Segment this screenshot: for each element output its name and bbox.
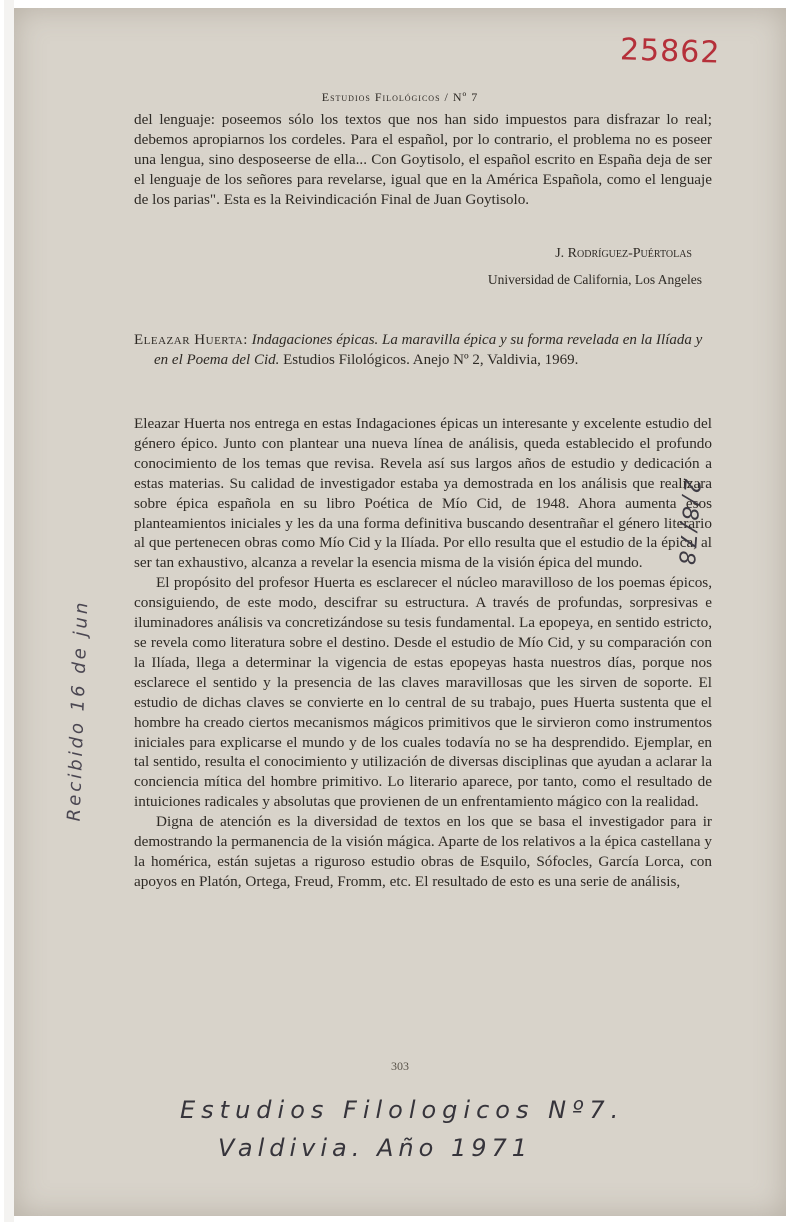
handwritten-year-line: Valdivia. Año 1971	[218, 1134, 533, 1162]
reviewer-signature: J. Rodríguez-Puértolas	[555, 246, 692, 261]
review-heading	[134, 330, 712, 370]
handwritten-received-note: Recibido 16 de jun	[63, 599, 93, 822]
handwritten-date-note: 2/8/78	[672, 478, 704, 569]
handwritten-catalog-number: 25862	[619, 32, 722, 71]
running-head: Estudios Filológicos / Nº 7	[321, 90, 479, 104]
review-body	[134, 414, 712, 892]
previous-review-paragraph: del lenguaje: poseemos sólo los textos que nos han sido impuestos para disfrazar lo real; debemos apropiarnos los cordeles. Para el español, por lo contrario, el problema no es poseer una lengua, sino desposeerse de ella... Con Goytisolo, el español escrito en España deja de ser el lenguaje de los señores para revelarse, igual que en la América Española, como el lenguaje de los parias". Esta es la Reivindicación Final de Juan Goytisolo.	[134, 111, 712, 208]
review-book-publication: Estudios Filológicos. Anejo Nº 2, Valdivia, 1969.	[283, 352, 579, 368]
reviewer-affiliation: Universidad de California, Los Angeles	[487, 272, 702, 287]
review-book-title: Indagaciones épicas. La maravilla épica y su forma revelada en la Ilíada y en el Poema del Cid.	[154, 332, 703, 368]
handwritten-source-line: Estudios Filologicos Nº7.	[180, 1096, 625, 1124]
previous-review-ending	[134, 110, 712, 210]
review-paragraph-1: Eleazar Huerta nos entrega en estas Indagaciones épicas un interesante y excelente estudio del género épico. Junto con plantear una nueva línea de análisis, queda establecido el profundo conocimiento de los temas que revisa. Revela así sus largos años de estudio y dedicación a estas materias. Su calidad de investigador estaba ya demostrada en los análisis que realizara sobre épica española en su libro Poética de Mío Cid, de 1948. Ahora aumenta esos planteamientos iniciales y les da una forma definitiva buscando desentrañar el género literario al que pertenecen obras como Mío Cid y la Ilíada. Por ello resulta que el estudio de la épica, al ser tan exhaustivo, alcanza a revelar la esencia misma de la visión épica del mundo.	[134, 415, 712, 572]
review-paragraph-2: El propósito del profesor Huerta es esclarecer el núcleo maravilloso de los poemas épicos, consiguiendo, de este modo, descifrar su estructura. A través de profundas, sorpresivas e iluminadores análisis va concretizándose su tesis fundamental. La epopeya, en sentido estricto, se revela como literatura sobre el destino. Desde el estudio de Mío Cid, y su comparación con la Ilíada, llega a determinar la vigencia de estas epopeyas hasta nuestros días, porque nos esclarece el sentido y la presencia de las claves maravillosas que les sirven de soporte. El estudio de dichas claves se convierte en lo central de su trabajo, pues Huerta sustenta que el hombre ha creado ciertos mecanismos mágicos primitivos que le sirvieron como instrumentos iniciales para explicarse el mundo y de los cuales todavía no se ha desprendido. Ejemplar, en tal sentido, resulta el conocimiento y utilización de diversas disciplinas que ayudan a aclarar la conciencia mítica del hombre primitivo. Lo literario aparece, por tanto, como el resultado de intuiciones radicales y absolutas que provienen de un enfrentamiento mágico con la realidad.	[134, 574, 712, 811]
review-paragraph-3: Digna de atención es la diversidad de textos en los que se basa el investigador para ir demostrando la permanencia de la visión mágica. Aparte de los relativos a la épica castellana y la homérica, están sujetas a riguroso estudio obras de Esquilo, Sófocles, García Lorca, con apoyos en Platón, Ortega, Freud, Fromm, etc. El resultado de esto es una serie de análisis,	[134, 813, 712, 890]
page-number: 303	[391, 1059, 409, 1073]
review-book-author: Eleazar Huerta:	[134, 332, 248, 348]
page-margin-strip	[4, 0, 14, 1222]
